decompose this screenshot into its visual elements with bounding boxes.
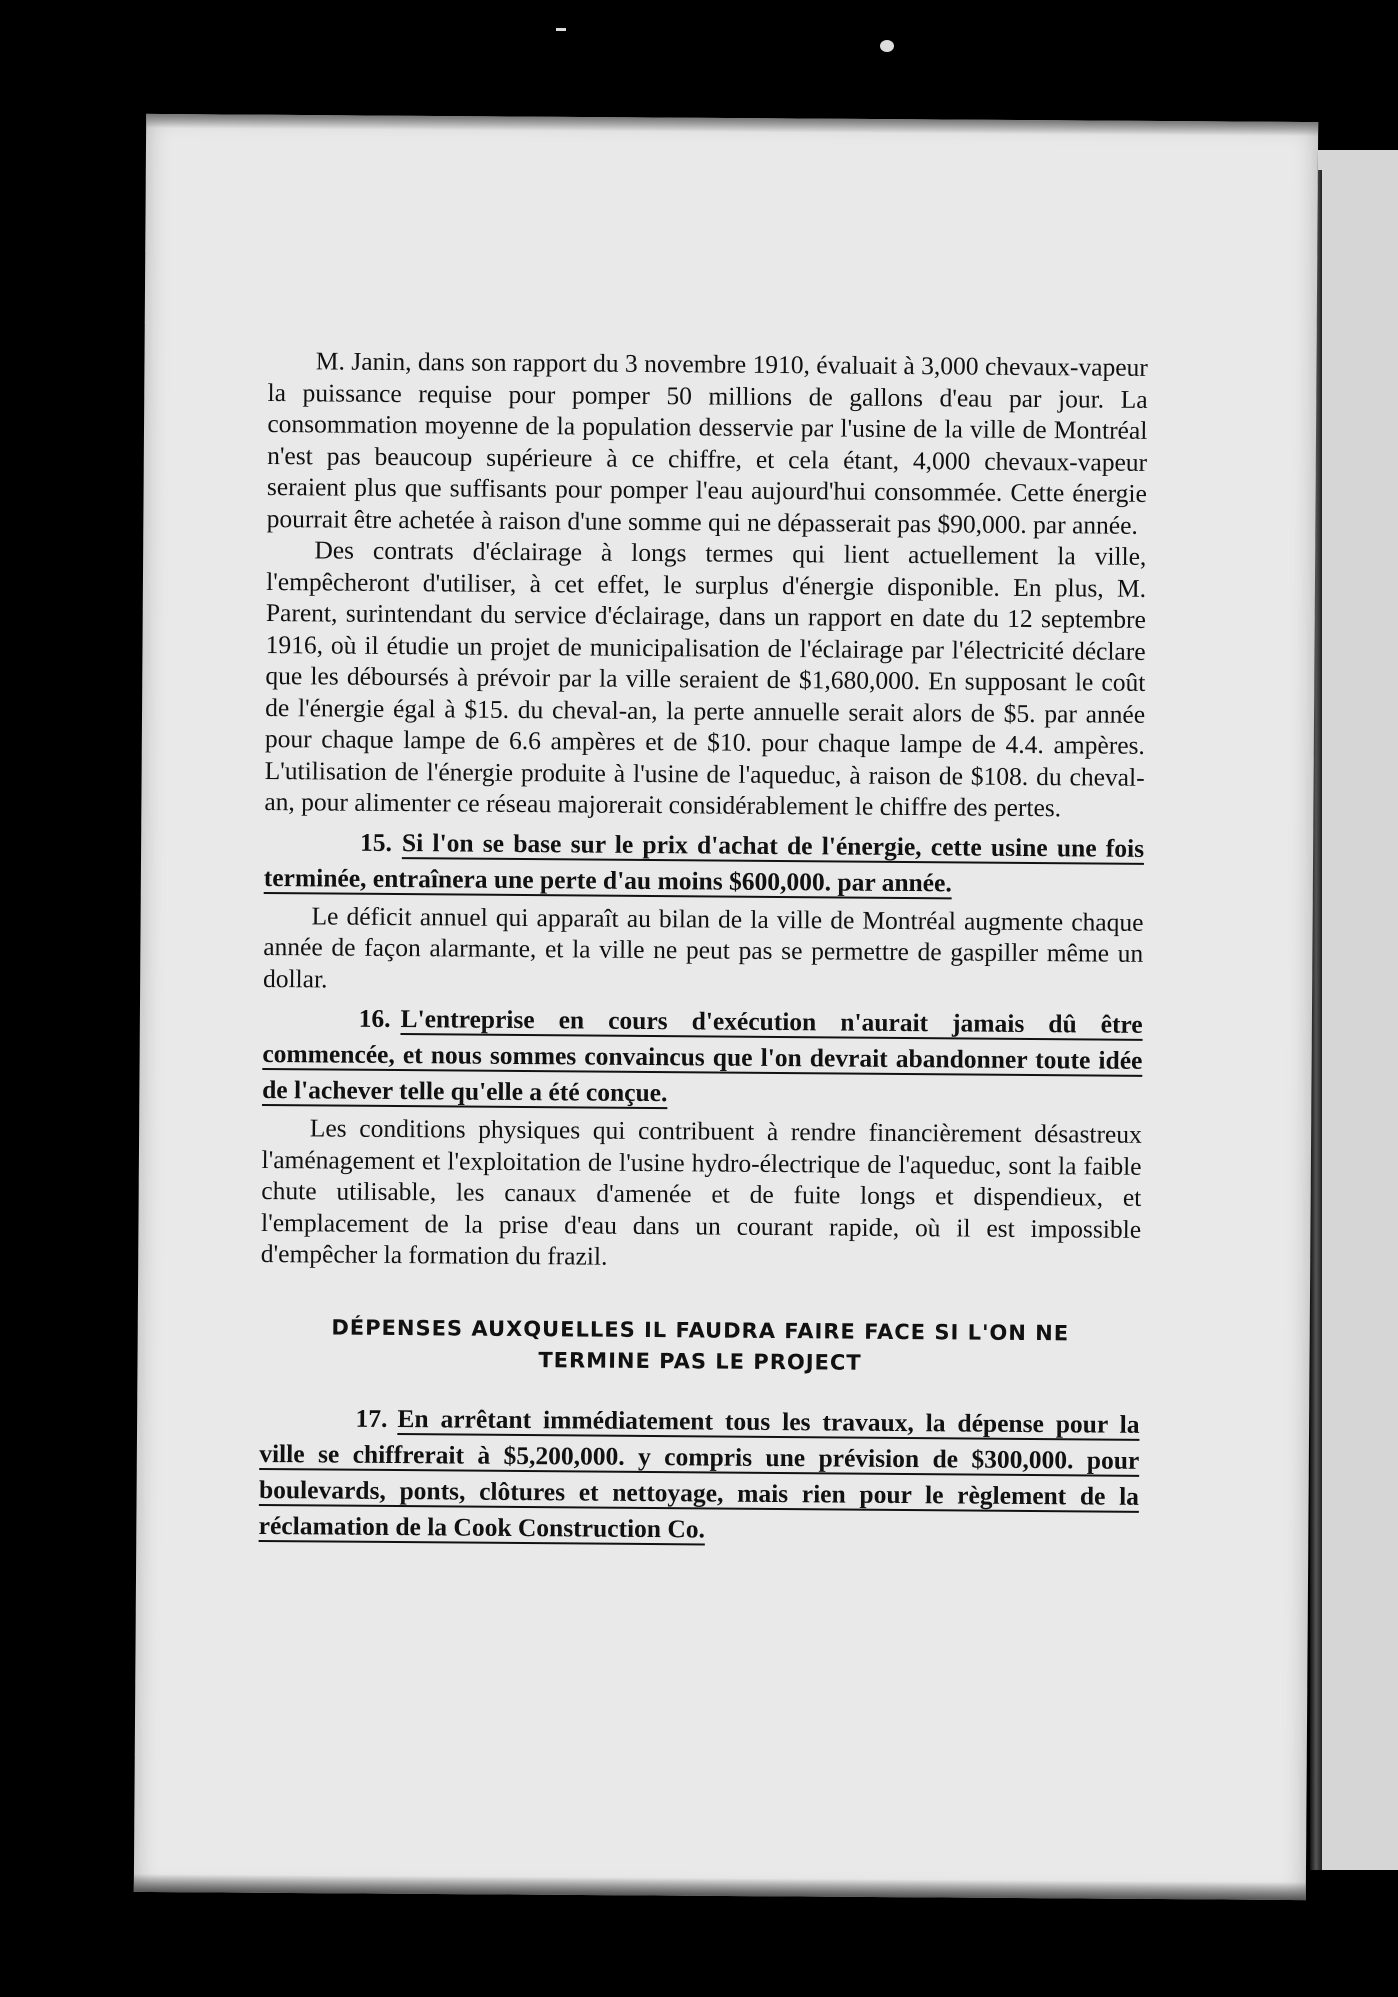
- section-heading: DÉPENSES AUXQUELLES IL FAUDRA FAIRE FACE SI L'ON NE TERMINE PAS LE PROJECT: [331, 1315, 1070, 1375]
- dust-speck: [556, 28, 566, 31]
- page-top-shadow: [146, 114, 1318, 136]
- paragraph-17-text: En arrêtant immédiatement tous les travaux, la dépense pour la ville se chiffrerait à $5,200,000. y compris une prévision de $300,000. pour boulevards, ponts, clôtures et nettoyage, mais rien pour le règlement de la réclamation de la Cook Construction Co.: [258, 1403, 1140, 1543]
- paragraph-lighting-contracts: Des contrats d'éclairage à longs termes qui lient actuellement la ville, l'empêcheront d'utiliser, à cet effet, le surplus d'énergie disponible. En plus, M. Parent, surintendant du service d'éclairage, dans un rapport en date du 12 septembre 1916, où il étudie un projet de municipalisation de l'éclairage par l'électricité déclare que les déboursés à prévoir par la ville seraient de $1,680,000. En supposant le coût de l'énergie égal à $15. du cheval-an, la perte annuelle serait alors de $5. par année pour chaque lampe de 6.6 ampères et de $10. pour chaque lampe de 4.4. ampères. L'utilisation de l'énergie produite à l'usine de l'aqueduc, à raison de $108. du cheval-an, pour alimenter ce réseau majorerait considérablement le chiffre des pertes.: [264, 535, 1147, 823]
- paragraph-number: 16.: [358, 1003, 391, 1033]
- adjacent-page-edge: [1318, 150, 1398, 1870]
- paragraph-number: 15.: [359, 827, 393, 857]
- paragraph-16-text: L'entreprise en cours d'exécution n'aurait jamais dû être commencée, et nous sommes convaincus que l'on devrait abandonner toute idée de l'achever telle qu'elle a été conçue.: [262, 1004, 1143, 1108]
- page-bottom-shadow: [134, 1874, 1306, 1900]
- paragraph-16: [262, 1000, 1143, 1115]
- paragraph-janin-report: M. Janin, dans son rapport du 3 novembre 1910, évaluait à 3,000 chevaux-vapeur la puissance requise pour pomper 50 millions de gallons d'eau par jour. La consommation moyenne de la population desservie par l'usine de la ville de Montréal n'est pas beaucoup supérieure à ce chiffre, et cela étant, 4,000 chevaux-vapeur seraient plus que suffisants pour pomper l'eau aujourd'hui consommée. Cette énergie pourrait être achetée à raison d'une somme qui ne dépasserait pas $90,000. par année.: [266, 346, 1148, 540]
- dust-speck: [880, 40, 894, 52]
- paragraph-annual-deficit: Le déficit annuel qui apparaît au bilan de la ville de Montréal augmente chaque année de façon alarmante, et la ville ne peut pas se permettre de gaspiller même un dollar.: [262, 900, 1144, 993]
- body-text: [259, 345, 1148, 1554]
- paragraph-number: 17.: [355, 1403, 388, 1433]
- paragraph-17: [259, 1399, 1140, 1550]
- paragraph-15-text: Si l'on se base sur le prix d'achat de l'énergie, cette usine une fois terminée, entraînera une perte d'au moins $600,000. par année.: [263, 827, 1145, 897]
- paragraph-15: [264, 823, 1145, 902]
- paragraph-physical-conditions: Les conditions physiques qui contribuent à rendre financièrement désastreux l'aménagement et l'exploitation de l'usine hydro-électrique de l'aqueduc, sont la faible chute utilisable, les canaux d'amenée et de fuite longs et dispendieux, et l'emplacement de la prise d'eau dans un courant rapide, où il est impossible d'empêcher la formation du frazil.: [260, 1113, 1142, 1271]
